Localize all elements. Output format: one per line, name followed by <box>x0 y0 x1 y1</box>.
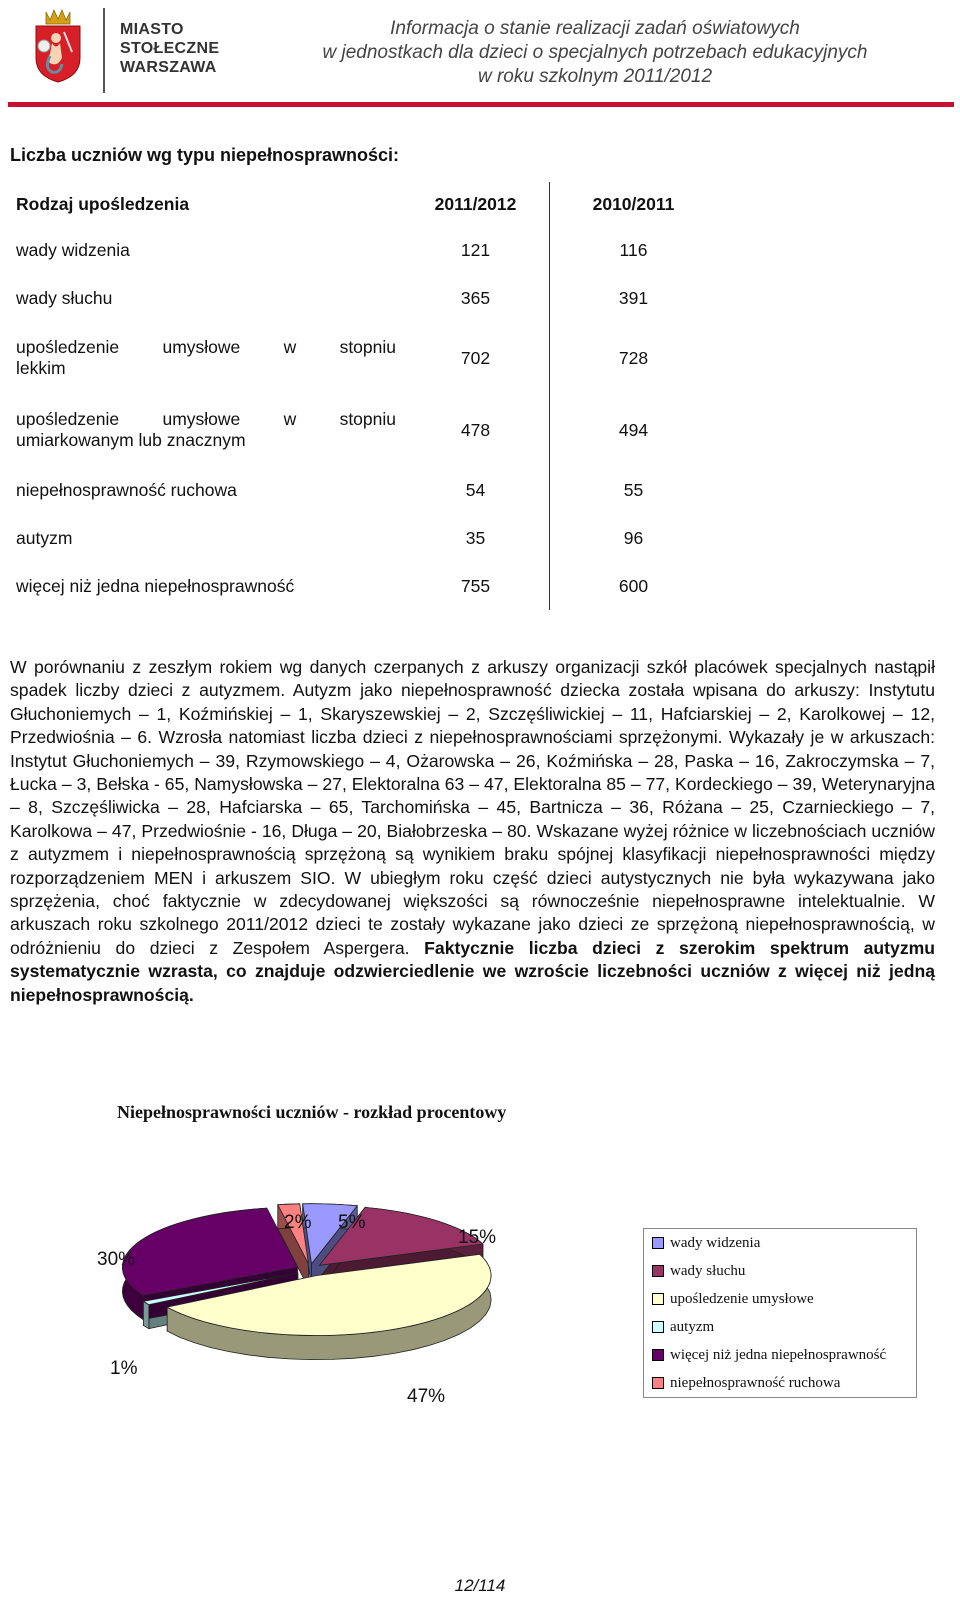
row-label: wady słuchu <box>16 287 113 308</box>
table-row <box>10 514 717 562</box>
cell-2011: 55 <box>550 466 718 514</box>
cell-2012: 35 <box>465 527 486 548</box>
report-title-line: Informacja o stanie realizacji zadań oświatowych <box>390 18 800 39</box>
cell-2011: 728 <box>550 322 718 394</box>
city-name <box>120 20 219 77</box>
disability-table <box>10 182 717 610</box>
page-header <box>0 0 960 110</box>
legend-item <box>652 1345 886 1365</box>
table-row <box>10 394 717 466</box>
table-header-row <box>10 182 717 226</box>
report-title-line: w jednostkach dla dzieci o specjalnych potrzebach edukacyjnych <box>322 42 868 63</box>
header-rule <box>8 102 954 107</box>
row-label-line: upośledzenie umysłowe w stopniu <box>16 409 396 429</box>
column-header: Rodzaj upośledzenia <box>16 193 190 214</box>
row-label: niepełnosprawność ruchowa <box>16 479 237 500</box>
city-line: MIASTO <box>120 21 184 38</box>
table-row <box>10 226 717 274</box>
slice-label: 2% <box>284 1212 312 1233</box>
column-header: 2011/2012 <box>434 193 517 214</box>
legend-item <box>652 1233 760 1253</box>
chart-title: Niepełnosprawności uczniów - rozkład procentowy <box>117 1102 507 1122</box>
cell-2012: 121 <box>460 239 491 260</box>
table-row <box>10 274 717 322</box>
legend-label: upośledzenie umysłowe <box>670 1291 814 1307</box>
cell-2012: 755 <box>460 575 491 596</box>
legend-label: więcej niż jedna niepełnosprawność <box>670 1347 887 1363</box>
chart-legend <box>643 1228 917 1398</box>
table-row <box>10 466 717 514</box>
legend-label: wady widzenia <box>670 1235 761 1251</box>
cell-2011: 600 <box>550 562 718 610</box>
slice-label: 1% <box>110 1358 138 1379</box>
paragraph-text: W porównaniu z zeszłym rokiem wg danych czerpanych z arkuszy organizacji szkół placówek specjalnych nastąpił spadek liczby dzieci z autyzmem. Autyzm jako niepełnosprawność dziecka została wpisana do arkuszy: Instytutu Głuchoniemych – 1, Koźmińskiej – 1, Skaryszewskiej – 2, Szczęśliwickiej – 11, Hafciarskiej – 2, Karolkowej – 12, Przedwiośnia – 6. Wzrosła natomiast liczba dzieci z niepełnosprawnościami sprzężonymi. Wykazały je w arkuszach: Instytut Głuchoniemych – 39, Rzymowskiego – 4, Ożarowska – 26, Koźmińska – 28, Paska – 16, Zakroczymska – 7, Łucka – 3, Bełska - 65, Namysłowska – 27, Elektoralna 63 – 47, Elektoralna 85 – 77, Kordeckiego – 39, Weterynaryjna – 8, Szczęśliwicka – 28, Hafciarska – 65, Tarchomińska – 45, Bartnicza – 36, Różana – 25, Czarnieckiego – 7, Karolkowa – 47, Przedwiośnie - 16, Długa – 20, Białobrzeska – 80. Wskazane wyżej różnice w liczebnościach uczniów z autyzmem i niepełnosprawnością sprzężoną są wynikiem braku spójnej klasyfikacji niepełnosprawności między rozporządzeniem MEN i arkuszem SIO. W ubiegłym roku część dzieci autystycznych nie była wykazywana jako sprzężenia, choć faktycznie w zdecydowanej większości są równocześnie niepełnosprawne intelektualnie. W arkuszach roku szkolnego 2011/2012 dzieci te zostały wykazane jako dzieci ze sprzężoną niepełnosprawnością, w odróżnieniu do dzieci z Zespołem Aspergera. <box>10 657 935 958</box>
legend-item <box>652 1289 814 1309</box>
cell-2011: 96 <box>550 514 718 562</box>
slice-label: 15% <box>458 1227 497 1248</box>
legend-item <box>652 1261 745 1281</box>
row-label <box>10 394 402 466</box>
row-label: autyzm <box>16 527 73 548</box>
legend-label: autyzm <box>670 1319 715 1335</box>
cell-2012: 702 <box>460 347 491 368</box>
slice-label: 30% <box>97 1249 136 1270</box>
page-number: 12/114 <box>454 1576 506 1595</box>
legend-swatch <box>652 1377 664 1389</box>
legend-swatch <box>652 1237 664 1249</box>
legend-swatch <box>652 1265 664 1277</box>
report-title <box>285 17 905 89</box>
slice-label: 47% <box>407 1386 446 1407</box>
body-paragraph <box>10 656 935 1007</box>
report-title-line: w roku szkolnym 2011/2012 <box>477 66 713 87</box>
row-label-line: umiarkowanym lub znacznym <box>16 430 246 450</box>
table-row <box>10 322 717 394</box>
row-label: wady widzenia <box>16 239 130 260</box>
cell-2011: 116 <box>550 226 718 274</box>
warsaw-coat-of-arms-logo <box>32 6 84 84</box>
cell-2012: 54 <box>465 479 486 500</box>
pie-slice-side <box>143 1301 149 1328</box>
legend-swatch <box>652 1321 664 1333</box>
column-header: 2010/2011 <box>550 182 718 226</box>
row-label-line: upośledzenie umysłowe w stopniu <box>16 337 396 357</box>
cell-2011: 494 <box>550 394 718 466</box>
legend-item <box>652 1317 714 1337</box>
legend-label: niepełnosprawność ruchowa <box>670 1375 841 1391</box>
cell-2012: 365 <box>460 287 491 308</box>
paragraph-bold-text: Faktycznie liczba dzieci z szerokim spektrum autyzmu systematycznie wzrasta, co znajduje odzwierciedlenie we wzroście liczebności uczniów z więcej niż jedną niepełnosprawnością. <box>10 937 936 1005</box>
row-label: więcej niż jedna niepełnosprawność <box>16 575 295 596</box>
header-divider <box>103 8 105 93</box>
legend-swatch <box>652 1349 664 1361</box>
cell-2011: 391 <box>550 274 718 322</box>
legend-label: wady słuchu <box>670 1263 746 1279</box>
row-label <box>10 322 402 394</box>
legend-item <box>652 1373 840 1393</box>
cell-2012: 478 <box>460 419 491 440</box>
city-line: WARSZAWA <box>120 59 217 76</box>
city-line: STOŁECZNE <box>120 40 220 57</box>
section-title: Liczba uczniów wg typu niepełnosprawności: <box>10 145 400 165</box>
table-row <box>10 562 717 610</box>
row-label-line: lekkim <box>16 358 66 378</box>
legend-swatch <box>652 1293 664 1305</box>
slice-label: 5% <box>338 1212 366 1233</box>
